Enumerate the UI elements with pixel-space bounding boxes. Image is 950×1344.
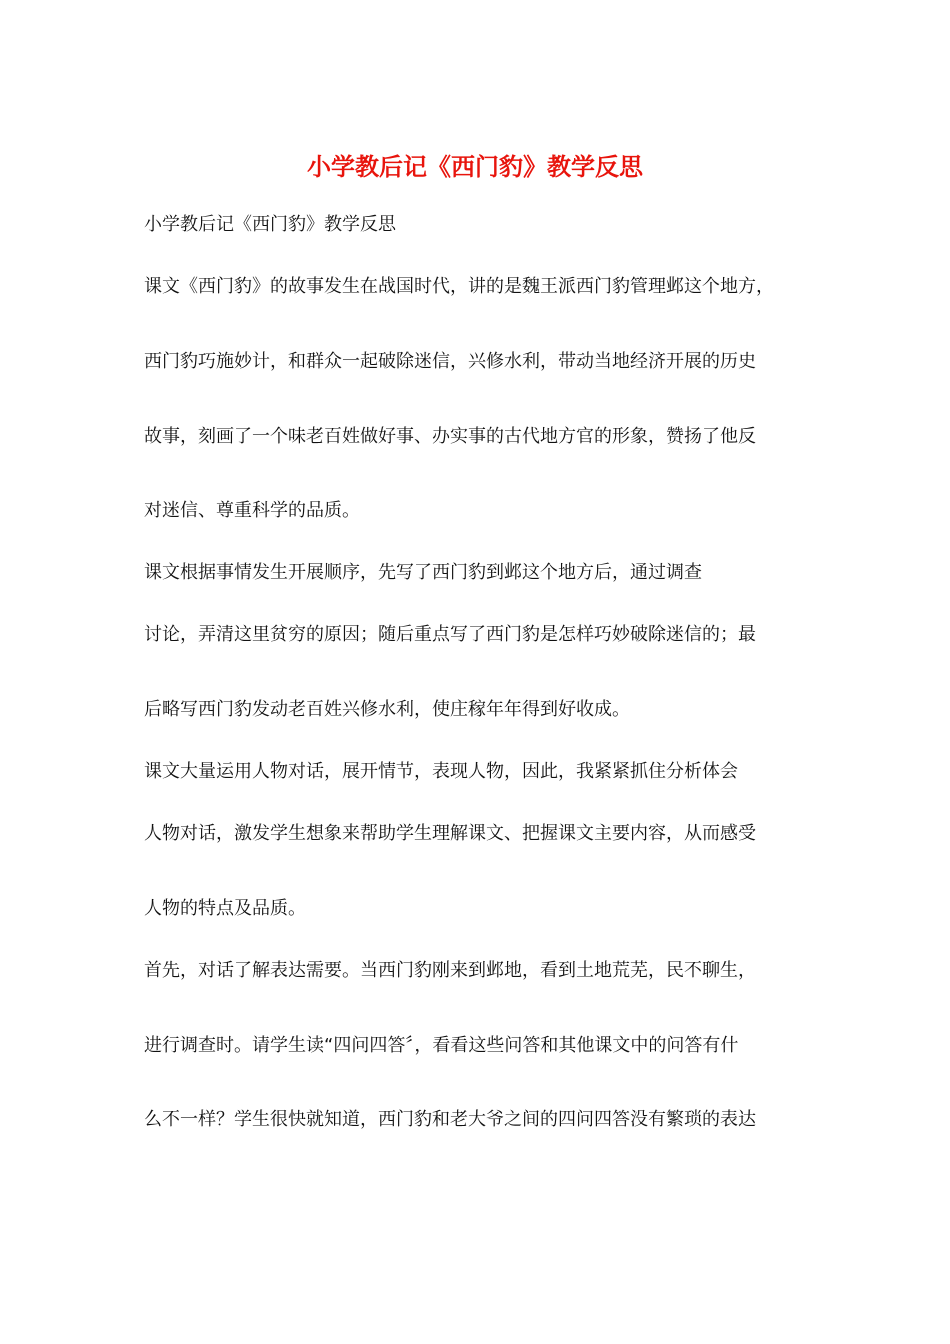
body-text-line: 首先，对话了解表达需要。当西门豹刚来到邺地，看到土地荒芜，民不聊生， bbox=[144, 960, 756, 981]
body-text-line: 课文根据事情发生开展顺序，先写了西门豹到邺这个地方后，通过调查 bbox=[144, 562, 702, 583]
document-subtitle-line: 小学教后记《西门豹》教学反思 bbox=[144, 214, 396, 235]
document-title: 小学教后记《西门豹》教学反思 bbox=[307, 152, 643, 181]
body-text-line: 讨论，弄清这里贫穷的原因；随后重点写了西门豹是怎样巧妙破除迷信的；最 bbox=[144, 624, 756, 645]
body-text-line: 人物对话，激发学生想象来帮助学生理解课文、把握课文主要内容，从而感受 bbox=[144, 823, 756, 844]
body-text-line: 么不一样？学生很快就知道，西门豹和老大爷之间的四问四答没有繁琐的表达 bbox=[144, 1109, 756, 1130]
body-text-line: 进行调查时。请学生读“四问四答〞，看看这些问答和其他课文中的问答有什 bbox=[144, 1035, 739, 1056]
body-text-line: 对迷信、尊重科学的品质。 bbox=[144, 500, 360, 521]
body-text-line: 后略写西门豹发动老百姓兴修水利，使庄稼年年得到好收成。 bbox=[144, 699, 630, 720]
body-text-line: 人物的特点及品质。 bbox=[144, 898, 306, 919]
body-text-line: 课文大量运用人物对话，展开情节，表现人物，因此，我紧紧抓住分析体会 bbox=[144, 761, 738, 782]
body-text-line: 课文《西门豹》的故事发生在战国时代，讲的是魏王派西门豹管理邺这个地方， bbox=[144, 276, 774, 297]
body-text-line: 故事，刻画了一个味老百姓做好事、办实事的古代地方官的形象，赞扬了他反 bbox=[144, 426, 756, 447]
body-text-line: 西门豹巧施妙计，和群众一起破除迷信，兴修水利，带动当地经济开展的历史 bbox=[144, 351, 756, 372]
